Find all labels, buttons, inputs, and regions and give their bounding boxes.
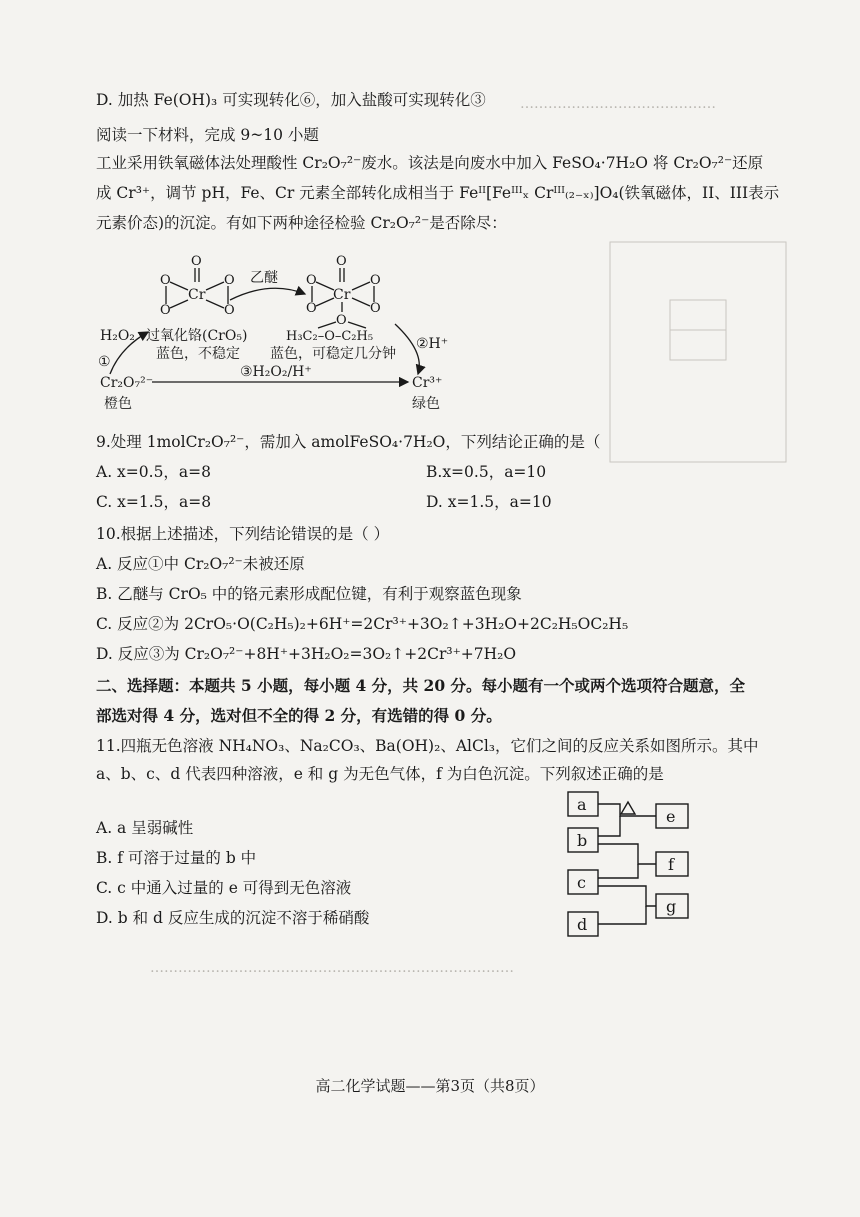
cr-atom: Cr [188,287,206,303]
ether-label: 乙醚 [250,270,278,286]
q9-option-c: C. x=1.5，a=8 [96,493,212,511]
ether-note: 蓝色，可稳定几分钟 [270,346,396,362]
q11-reaction-diagram [560,788,720,948]
section-2-title: 二、选择题：本题共 5 小题，每小题 4 分，共 20 分。每小题有一个或两个选项符合题意，全 [96,676,746,695]
cr3-label: Cr³⁺ [412,375,443,391]
q11-stem-2: a、b、c、d 代表四种溶液，e 和 g 为无色气体，f 为白色沉淀。下列叙述正确的是 [96,765,664,783]
o-atom: O [370,301,381,316]
q11-option-c: C. c 中通入过量的 e 可得到无色溶液 [96,879,352,897]
bleed-through-text: …………………………………… [520,96,716,112]
peroxide-label: 过氧化铬(CrO₅) [146,328,248,344]
q11-stem: 11.四瓶无色溶液 NH₄NO₃、Na₂CO₃、Ba(OH)₂、AlCl₃，它们之间的反应关系如图所示。其中 [96,737,759,755]
orange-label: 橙色 [104,396,132,412]
o-atom: O [191,254,202,269]
q10-option-b: B. 乙醚与 CrO₅ 中的铬元素形成配位键，有利于观察蓝色现象 [96,585,522,603]
q10-option-d: D. 反应③为 Cr₂O₇²⁻+8H⁺+3H₂O₂=3O₂↑+2Cr³⁺+7H₂O [96,645,517,663]
q9-option-d: D. x=1.5，a=10 [426,493,552,511]
reading-instruction: 阅读一下材料，完成 9~10 小题 [96,126,319,144]
step-2-label: ②H⁺ [416,336,449,352]
q9-stem: 9.处理 1molCr₂O₇²⁻，需加入 amolFeSO₄·7H₂O，下列结论正确的是（ [96,433,601,451]
o-atom: O [160,303,171,318]
box-f-label: f [668,855,674,874]
step-1-label: ① [98,354,111,370]
q10-option-c: C. 反应②为 2CrO₅·O(C₂H₅)₂+6H⁺=2Cr³⁺+3O₂↑+3H₂O+2C₂H₅OC₂H₅ [96,615,629,633]
o-atom: O [306,273,317,288]
q9-option-b: B.x=0.5，a=10 [426,463,547,481]
q10-stem: 10.根据上述描述，下列结论错误的是（ ） [96,525,390,543]
o-atom: O [336,313,347,328]
box-b-label: b [577,831,588,850]
q9-option-a: A. x=0.5，a=8 [96,463,212,481]
q11-option-b: B. f 可溶于过量的 b 中 [96,849,257,867]
ether-complex-label: H₃C₂–O–C₂H₅ [286,329,374,344]
section-2-title-2: 部选对得 4 分，选对但不全的得 2 分，有选错的得 0 分。 [96,706,502,725]
material-line-1: 工业采用铁氧磁体法处理酸性 Cr₂O₇²⁻废水。该法是向废水中加入 FeSO₄·7H₂O 将 Cr₂O₇²⁻还原 [96,154,764,172]
box-e-label: e [666,807,676,826]
o-atom: O [306,301,317,316]
o-atom: O [224,273,235,288]
box-c-label: c [577,873,586,892]
box-a-label: a [577,795,587,814]
q11-option-d: D. b 和 d 反应生成的沉淀不溶于稀硝酸 [96,909,370,927]
cr-atom: Cr [333,287,351,303]
o-atom: O [370,273,381,288]
dichromate-label: Cr₂O₇²⁻ [100,375,154,391]
o-atom: O [336,254,347,269]
box-g-label: g [666,897,677,916]
chromium-reaction-scheme [90,252,530,422]
material-line-2: 成 Cr³⁺，调节 pH，Fe、Cr 元素全部转化成相当于 Feᴵᴵ[Feᴵᴵᴵₓ Crᴵᴵᴵ₍₂₋ₓ₎]O₄(铁氧磁体，II、III表示 [96,184,780,202]
box-d-label: d [577,915,588,934]
o-atom: O [160,273,171,288]
q10-option-a: A. 反应①中 Cr₂O₇²⁻未被还原 [96,555,305,573]
bleed-through-text: …………………………………………………………………… [150,960,514,976]
o-atom: O [224,303,235,318]
green-label: 绿色 [412,396,440,412]
q8-option-d: D. 加热 Fe(OH)₃ 可实现转化⑥，加入盐酸可实现转化③ [96,91,486,109]
peroxide-note: 蓝色，不稳定 [156,346,240,362]
material-line-3: 元素价态)的沉淀。有如下两种途径检验 Cr₂O₇²⁻是否除尽： [96,214,507,232]
page-footer: 高二化学试题——第3页（共8页） [315,1077,545,1095]
step-3-label: ③H₂O₂/H⁺ [240,364,312,380]
h2o2-label: H₂O₂ [100,328,135,344]
q11-option-a: A. a 呈弱碱性 [96,819,194,837]
